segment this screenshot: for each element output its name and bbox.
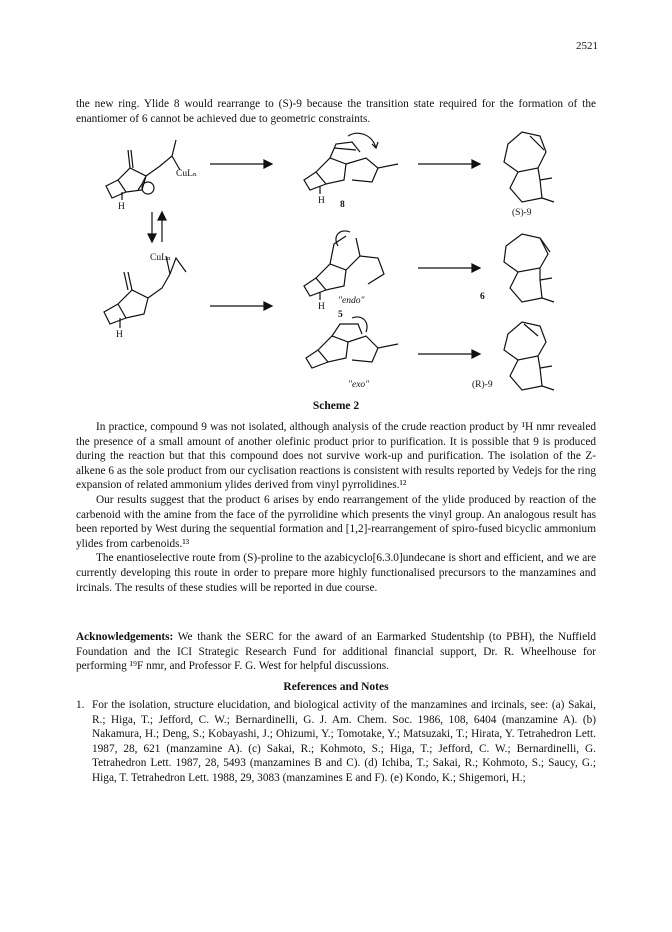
label-h-endo: H bbox=[318, 302, 325, 312]
label-r9: (R)-9 bbox=[472, 380, 493, 390]
label-compound-5: 5 bbox=[338, 310, 343, 320]
arrow-exo bbox=[418, 350, 480, 358]
intro-paragraph bbox=[76, 97, 596, 126]
structure-carbenoid-top bbox=[106, 140, 180, 200]
structure-ylide-exo bbox=[306, 317, 398, 368]
acknowledgements bbox=[76, 630, 596, 674]
body-paragraph-2: Our results suggest that the product 6 arises by endo rearrangement of the ylide produced by reaction of the carbenoid with the amine from the face of the pyrrolidine which presents the vinyl group. An analogous result has been reported by West during the sequential formation and [1,2]-rearrangement of spiro-fused bicyclic ammonium ylides from carbenoids.¹³ bbox=[76, 493, 596, 550]
label-cu-left: CuLₙ bbox=[150, 253, 171, 263]
arrow-top-right bbox=[418, 160, 480, 168]
structure-ylide-8 bbox=[304, 133, 398, 194]
reference-number: 1. bbox=[76, 699, 85, 711]
label-s9: (S)-9 bbox=[512, 208, 532, 218]
structure-r9 bbox=[504, 322, 554, 390]
arrow-endo bbox=[418, 264, 480, 272]
intro-text: the new ring. Ylide 8 would rearrange to (S)-9 because the transition state required for the formation of the enantiomer of 6 cannot be achieved due to geometric constraints. bbox=[76, 98, 596, 125]
body-paragraph-1: In practice, compound 9 was not isolated, although analysis of the crude reaction product by ¹H nmr revealed the presence of a small amount of another olefinic product prior to purification. It is possible that 9 is produced during the reaction but that this compound does not survive work-up and purification. The isolation of the Z-alkene 6 as the sole product from our cyclisation reactions is consistent with results reported by Vedejs for the ring expansion of related ammonium ylides derived from vinyl pyrrolidines.¹² bbox=[76, 421, 596, 492]
structure-ylide-5-endo bbox=[304, 231, 384, 300]
label-endo: "endo" bbox=[338, 296, 365, 306]
body-paragraph-3: The enantioselective route from (S)-proline to the azabicyclo[6.3.0]undecane is short and efficient, and we are currently developing this route in order to prepare more highly functionalised precursors to the manzamines and ircinals. The results of these studies will be reported in due course. bbox=[76, 552, 596, 594]
label-h-left: H bbox=[116, 330, 123, 340]
acknowledgements-text: We thank the SERC for the award of an Earmarked Studentship (to PBH), the Nuffield Foundation and the ICI Strategic Research Fund for additional financial support, Dr. R. Wheelhouse for performing ¹⁹F nmr, and Professor F. G. West for helpful discussions. bbox=[76, 631, 596, 673]
scheme-drawing bbox=[0, 128, 672, 418]
reference-text: For the isolation, structure elucidation, and biological activity of the manzamines and ircinals, see: (a) Sakai, R.; Higa, T.; Jefford, C. W.; Bernardinelli, G. J. Am. Chem. Soc. 1986, 108, 6404 (manzamine A). (b) Nakamura, H.; Deng, S.; Kobayashi, J.; Ohizumi, Y.; Tomotake, Y.; Matsuzaki, T.; Hirata, Y. Tetrahedron Lett. 1987, 28, 621 (manzamine A). (c) Sakai, R.; Kohmoto, S.; Higa, T.; Jefford, C. W.; Bernardinelli, G. Tetrahedron Lett. 1987, 28, 5493 (manzamines B and C). (d) Ichiba, T.; Sakai, R.; Kohmoto, S.; Saucy, G.; Higa, T. Tetrahedron Lett. 1988, 29, 3083 (manzamines E and F). (e) Kondo, K.; Shigemori, H.; bbox=[92, 699, 596, 784]
structure-s9 bbox=[504, 132, 554, 202]
page-number: 2521 bbox=[576, 40, 598, 52]
references-list bbox=[76, 698, 596, 786]
reference-item bbox=[76, 698, 596, 786]
label-cu-top: CuLₙ bbox=[176, 169, 197, 179]
acknowledgements-heading: Acknowledgements: bbox=[76, 631, 174, 643]
arrow-top bbox=[210, 160, 272, 168]
scheme-title: Scheme 2 bbox=[312, 400, 360, 412]
reaction-scheme bbox=[0, 128, 672, 418]
structure-6 bbox=[504, 234, 554, 302]
body-text bbox=[76, 420, 596, 595]
equilibrium-arrows bbox=[148, 212, 166, 242]
label-compound-6: 6 bbox=[480, 292, 485, 302]
label-h-top: H bbox=[118, 202, 125, 212]
references-title: References and Notes bbox=[283, 681, 389, 693]
arrow-middle bbox=[210, 302, 272, 310]
structure-carbenoid-left bbox=[104, 256, 186, 328]
label-compound-8: 8 bbox=[340, 200, 345, 210]
label-exo: "exo" bbox=[348, 380, 370, 390]
label-h-ylide8: H bbox=[318, 196, 325, 206]
